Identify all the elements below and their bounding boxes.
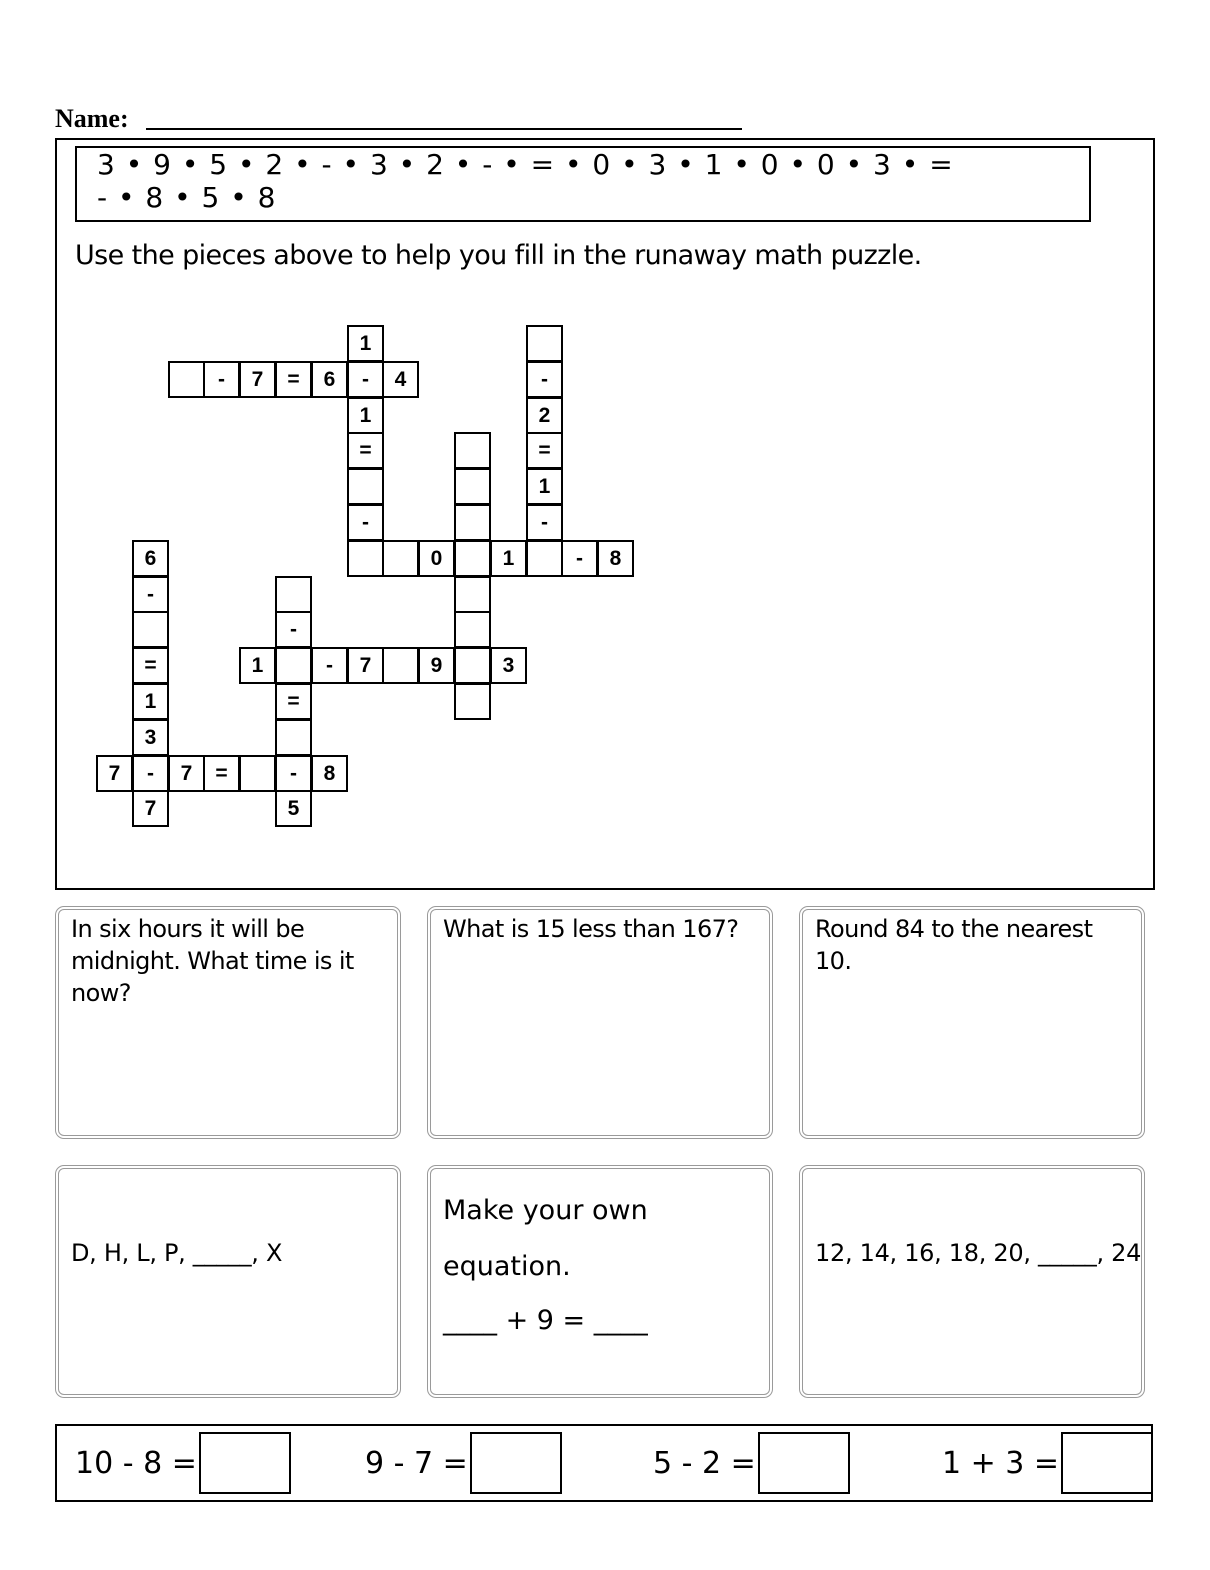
grid-cell[interactable] <box>454 468 491 505</box>
grid-cell[interactable] <box>454 576 491 613</box>
letter-pattern-text: D, H, L, P, _____, X <box>71 1239 283 1267</box>
equation-2-text: 9 - 7 = <box>365 1445 468 1481</box>
puzzle-instructions: Use the pieces above to help you fill in the runaway math puzzle. <box>75 240 922 271</box>
grid-cell[interactable] <box>454 647 491 684</box>
grid-cell: = <box>275 361 312 398</box>
card-time-question <box>55 906 401 1139</box>
grid-cell: = <box>526 432 563 469</box>
grid-cell: 7 <box>96 755 133 792</box>
grid-cell: 3 <box>490 647 527 684</box>
card-letter-pattern <box>55 1165 401 1398</box>
grid-cell[interactable] <box>347 540 384 577</box>
grid-cell: 7 <box>347 647 384 684</box>
own-equation-line-1: Make your own <box>443 1195 648 1226</box>
grid-cell: 7 <box>239 361 276 398</box>
equation-1-text: 10 - 8 = <box>75 1445 197 1481</box>
time-question-text: In six hours it will be midnight. What time is it now? <box>71 915 354 1007</box>
grid-cell: 0 <box>418 540 455 577</box>
grid-cell: - <box>132 576 169 613</box>
card-number-pattern <box>799 1165 1145 1398</box>
pieces-line-2: - • 8 • 5 • 8 <box>97 181 277 214</box>
answer-box-2[interactable] <box>470 1432 562 1494</box>
grid-cell: 5 <box>275 790 312 827</box>
grid-cell: = <box>275 683 312 720</box>
answer-box-3[interactable] <box>758 1432 850 1494</box>
grid-cell[interactable] <box>526 540 563 577</box>
grid-cell: 6 <box>311 361 348 398</box>
grid-cell[interactable] <box>454 504 491 541</box>
equation-4-text: 1 + 3 = <box>942 1445 1060 1481</box>
grid-cell: 1 <box>132 683 169 720</box>
name-label: Name: <box>55 104 129 133</box>
equation-3-text: 5 - 2 = <box>653 1445 756 1481</box>
grid-cell: 4 <box>382 361 419 398</box>
name-input-line[interactable] <box>146 128 742 130</box>
grid-cell[interactable] <box>526 325 563 362</box>
grid-cell: - <box>203 361 240 398</box>
grid-cell: 3 <box>132 719 169 756</box>
grid-cell[interactable] <box>239 755 276 792</box>
grid-cell: 6 <box>132 540 169 577</box>
grid-cell[interactable] <box>275 647 312 684</box>
grid-cell: - <box>526 504 563 541</box>
grid-cell: = <box>203 755 240 792</box>
grid-cell: 1 <box>347 325 384 362</box>
grid-cell[interactable] <box>275 719 312 756</box>
equation-4 <box>942 1432 1153 1494</box>
answer-box-4[interactable] <box>1061 1432 1153 1494</box>
grid-cell: 2 <box>526 397 563 434</box>
answer-box-1[interactable] <box>199 1432 291 1494</box>
card-rounding-question <box>799 906 1145 1139</box>
grid-cell[interactable] <box>454 540 491 577</box>
grid-cell: = <box>347 432 384 469</box>
equation-1 <box>75 1432 291 1494</box>
grid-cell: 1 <box>526 468 563 505</box>
grid-cell: 1 <box>347 397 384 434</box>
grid-cell: - <box>526 361 563 398</box>
grid-cell: 8 <box>597 540 634 577</box>
equation-2 <box>365 1432 562 1494</box>
own-equation-line-2: equation. <box>443 1251 571 1282</box>
grid-cell: - <box>275 611 312 648</box>
grid-cell: - <box>347 361 384 398</box>
number-pattern-text: 12, 14, 16, 18, 20, _____, 24 <box>815 1239 1142 1267</box>
grid-cell: 9 <box>418 647 455 684</box>
equation-3 <box>653 1432 850 1494</box>
grid-cell[interactable] <box>454 432 491 469</box>
grid-cell: - <box>275 755 312 792</box>
grid-cell: - <box>347 504 384 541</box>
grid-cell[interactable] <box>275 576 312 613</box>
grid-cell[interactable] <box>382 540 419 577</box>
grid-cell[interactable] <box>382 647 419 684</box>
grid-cell: = <box>132 647 169 684</box>
grid-cell[interactable] <box>132 611 169 648</box>
grid-cell[interactable] <box>454 611 491 648</box>
grid-cell[interactable] <box>347 468 384 505</box>
grid-cell: - <box>132 755 169 792</box>
grid-cell: 1 <box>239 647 276 684</box>
grid-cell: 1 <box>490 540 527 577</box>
grid-cell: - <box>561 540 598 577</box>
pieces-box <box>75 146 1091 222</box>
equations-strip <box>55 1424 1153 1502</box>
grid-cell: 8 <box>311 755 348 792</box>
card-subtraction-question <box>427 906 773 1139</box>
grid-cell: - <box>311 647 348 684</box>
own-equation-blank: ____ + 9 = ____ <box>443 1305 648 1336</box>
pieces-line-1: 3 • 9 • 5 • 2 • - • 3 • 2 • - • = • 0 • 3 • 1 • 0 • 0 • 3 • = <box>97 148 954 181</box>
grid-cell[interactable] <box>454 683 491 720</box>
round-question-text: Round 84 to the nearest 10. <box>815 915 1093 975</box>
grid-cell: 7 <box>132 790 169 827</box>
less-question-text: What is 15 less than 167? <box>443 915 739 943</box>
grid-cell[interactable] <box>168 361 205 398</box>
card-own-equation <box>427 1165 773 1398</box>
grid-cell: 7 <box>168 755 205 792</box>
